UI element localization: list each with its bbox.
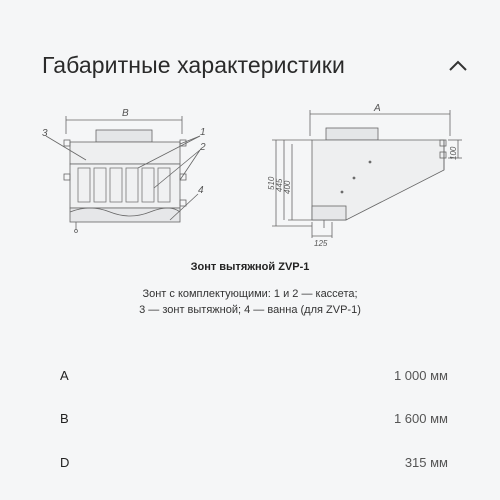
spec-row-a [60, 360, 448, 384]
side-view [272, 110, 462, 238]
dim-445: 445 [275, 178, 284, 192]
callout-4: 4 [198, 185, 204, 196]
spec-row-d [60, 447, 448, 471]
description-line-2: 3 — зонт вытяжной; 4 — ванна (для ZVP-1) [139, 304, 361, 316]
dim-510: 510 [267, 176, 276, 190]
dim-400: 400 [283, 180, 292, 194]
technical-drawing [30, 100, 470, 250]
callout-3: 3 [42, 128, 48, 139]
spec-row-b [60, 403, 448, 427]
drawing-caption: Зонт вытяжной ZVP-1 [190, 261, 310, 273]
callout-2: 2 [200, 142, 206, 153]
dim-label-a: A [374, 103, 381, 114]
dim-label-b: B [122, 108, 129, 119]
collapse-button[interactable] [444, 54, 472, 78]
chevron-up-icon [448, 60, 468, 72]
section-header [42, 48, 472, 88]
dim-125: 125 [314, 239, 328, 248]
spec-label: B [60, 411, 69, 426]
description-line-1: Зонт с комплектующими: 1 и 2 — кассета; [142, 288, 358, 300]
spec-label: D [60, 455, 70, 470]
spec-value: 1 000 мм [393, 368, 448, 383]
callout-1: 1 [200, 127, 206, 138]
drawing-description [0, 286, 500, 318]
spec-value: 315 мм [404, 455, 448, 470]
spec-label: A [60, 368, 69, 383]
drawing-canvas [30, 100, 470, 250]
dim-100: 100 [449, 146, 458, 160]
section-title: Габаритные характеристики [42, 52, 345, 78]
front-view [46, 116, 200, 233]
spec-value: 1 600 мм [393, 411, 448, 426]
